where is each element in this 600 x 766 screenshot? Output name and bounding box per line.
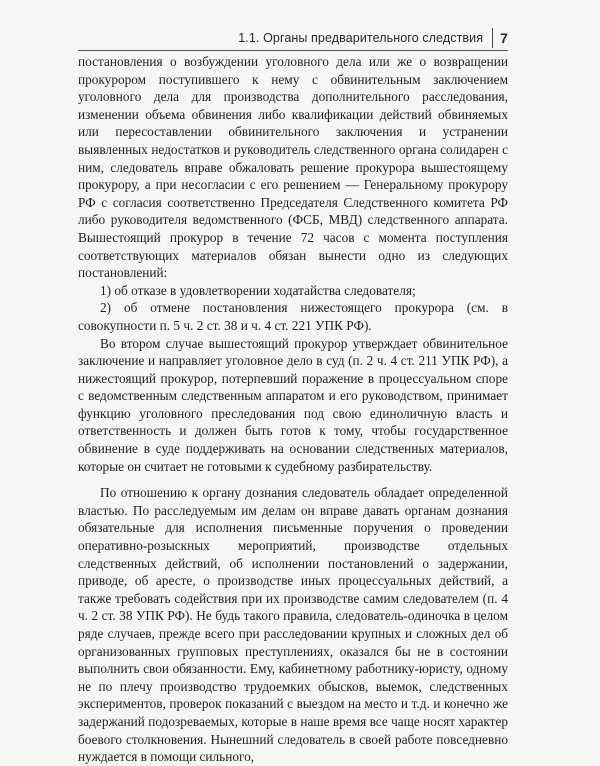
header-rule [78,50,508,51]
page-number: 7 [500,30,508,46]
paragraph-continuation: постановления о возбуждении уголовного дела или же о возвращении прокурором поступившего к нему с обвинительным заключением уголовного дела для производства дополнительного расследования, изменении объема обвинения либо квалификации действий обвиняемых или пересоставлении обвинительного заключения и устранении выявленных недостатков и руководитель следственного органа солидарен с ним, следователь вправе обжаловать решение прокурора вышестоящему прокурору, а при несогласии с его решением — Генеральному прокурору РФ с согласия соответственно Председателя Следственного комитета РФ либо руководителя ведомственного (ФСБ, МВД) следственного аппарата. Вышестоящий прокурор в течение 72 часов с момента поступления соответствующих материалов обязан вынести одно из следующих постановлений: [78,54,508,281]
body-text [78,53,508,766]
paragraph: Во втором случае вышестоящий прокурор утверждает обвинительное заключение и направляет уголовное дело в суд (п. 2 ч. 4 ст. 211 УПК РФ), а нижестоящий прокурор, потерпевший поражение в процессуальном споре с ведомственным следственным аппаратом и его руководством, принимает функцию уголовного преследования под свою единоличную власть и ответственность и должен быть готов к тому, чтобы государственное обвинение в суде поддерживать на основании следственных материалов, которые он считает не готовыми к судебному разбирательству. [78,335,508,474]
running-header [238,27,508,49]
list-item-2: 2) об отмене постановления нижестоящего прокурора (см. в совокупности п. 5 ч. 2 ст. 38 и ч. 4 ст. 221 УПК РФ). [78,300,508,333]
list-item-1: 1) об отказе в удовлетворении ходатайства следователя; [100,282,416,298]
header-divider [492,28,493,48]
section-title: 1.1. Органы предварительного следствия [238,31,484,45]
paragraph: По отношению к органу дознания следователь обладает определенной властью. По расследуемым им делам он вправе давать органам дознания обязательные для исполнения письменные поручения о проведении оперативно-розыскных мероприятий, производстве отдельных следственных действий, об исполнении постановлений о задержании, приводе, об аресте, о производстве иных процессуальных действий, а также требовать содействия при их производстве самим следователем (п. 4 ч. 2 ст. 38 УПК РФ). Не будь такого правила, следователь-одиночка в целом ряде случаев, прежде всего при расследовании крупных и сложных дел об организованных групповых преступлениях, оказался бы не в состоянии выполнить свои обязанности. Ему, кабинетному работнику-юристу, одному не по плечу производство трудоемких обысков, выемок, следственных экспериментов, проверок показаний с выездом на место и т.д. и конечно же задержаний подозреваемых, которые в наше время все чаще носят характер боевого столкновения. Нынешний следователь в своей работе повседневно нуждается в помощи сильного, [78,485,508,765]
